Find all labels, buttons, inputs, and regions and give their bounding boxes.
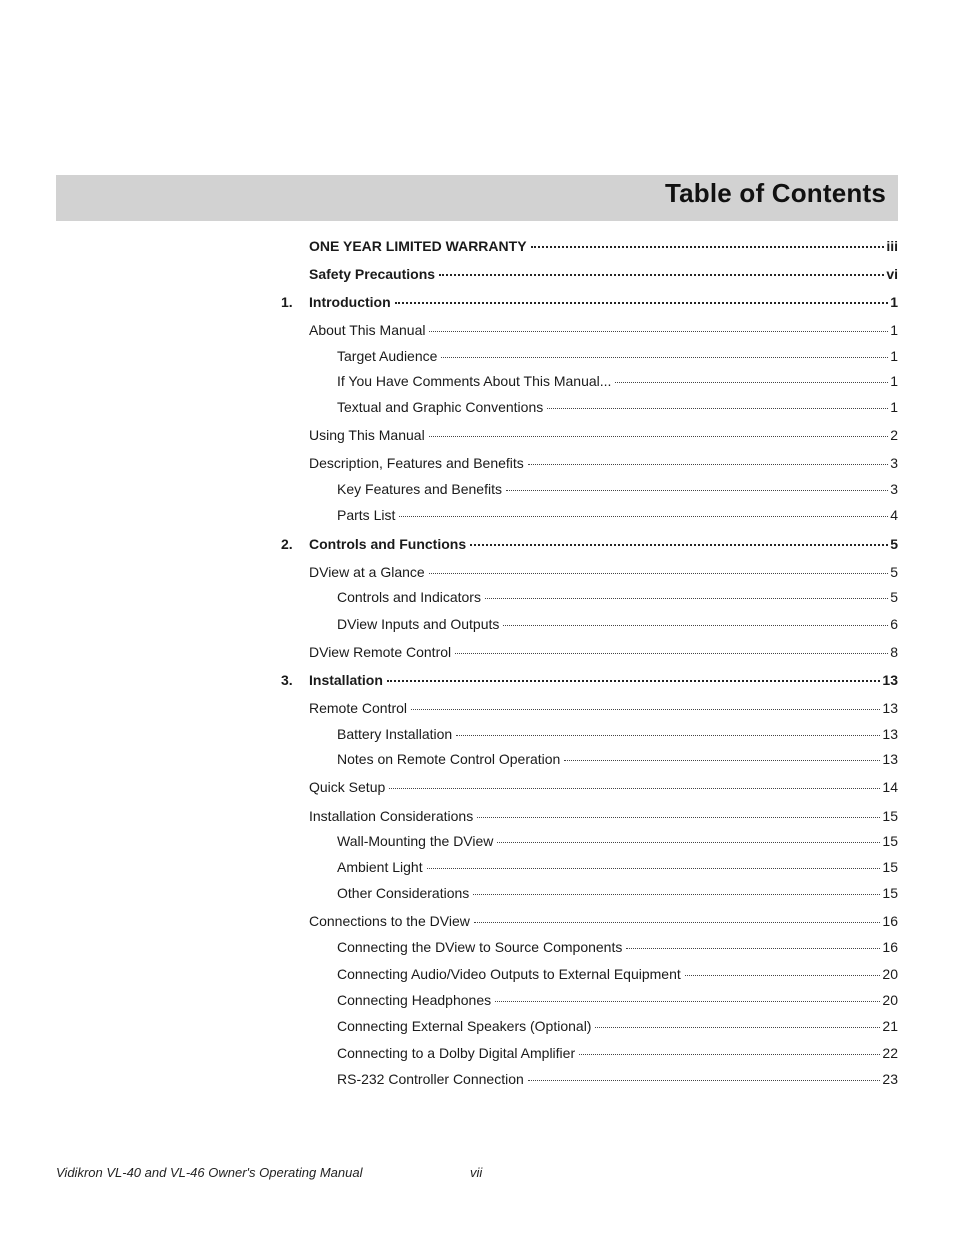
toc-entry-label: Installation Considerations bbox=[309, 808, 474, 824]
toc-entry[interactable] bbox=[337, 507, 898, 527]
dot-leader bbox=[439, 274, 884, 276]
toc-entry[interactable] bbox=[337, 616, 898, 636]
toc-entry-label: If You Have Comments About This Manual... bbox=[337, 373, 612, 389]
toc-entry-page: 4 bbox=[890, 507, 898, 523]
toc-entry-page: 1 bbox=[890, 294, 898, 310]
toc-entry[interactable] bbox=[337, 751, 898, 771]
dot-leader bbox=[470, 544, 888, 546]
dot-leader bbox=[497, 842, 880, 843]
toc-entry-number: 3. bbox=[281, 672, 293, 688]
toc-entry-page: 15 bbox=[882, 859, 898, 875]
toc-entry-page: 16 bbox=[882, 939, 898, 955]
dot-leader bbox=[395, 302, 889, 304]
toc-entry[interactable] bbox=[337, 859, 898, 879]
toc-entry-label: RS-232 Controller Connection bbox=[337, 1071, 524, 1087]
dot-leader bbox=[485, 598, 888, 599]
toc-entry-page: 14 bbox=[882, 779, 898, 795]
toc-entry-page: 5 bbox=[890, 589, 898, 605]
toc-entry-page: 8 bbox=[890, 644, 898, 660]
toc-entry-page: 13 bbox=[882, 672, 898, 688]
toc-entry-label: Connections to the DView bbox=[309, 913, 470, 929]
toc-entry[interactable] bbox=[281, 266, 898, 286]
toc-entry[interactable] bbox=[337, 833, 898, 853]
dot-leader bbox=[626, 948, 880, 949]
dot-leader bbox=[547, 408, 888, 409]
dot-leader bbox=[427, 868, 881, 869]
toc-entry-label: Using This Manual bbox=[309, 427, 425, 443]
dot-leader bbox=[528, 464, 888, 465]
toc-entry[interactable] bbox=[337, 966, 898, 986]
toc-entry[interactable] bbox=[281, 536, 898, 556]
toc-entry-page: 22 bbox=[882, 1045, 898, 1061]
toc-entry-page: 2 bbox=[890, 427, 898, 443]
dot-leader bbox=[429, 331, 888, 332]
toc-entry[interactable] bbox=[309, 427, 898, 447]
toc-entry-page: 15 bbox=[882, 833, 898, 849]
toc-entry-label: Connecting the DView to Source Components bbox=[337, 939, 623, 955]
dot-leader bbox=[441, 357, 888, 358]
toc-entry[interactable] bbox=[337, 939, 898, 959]
toc-entry[interactable] bbox=[309, 913, 898, 933]
toc-entry[interactable] bbox=[337, 992, 898, 1012]
dot-leader bbox=[429, 573, 889, 574]
dot-leader bbox=[389, 788, 880, 789]
dot-leader bbox=[473, 894, 880, 895]
toc-entry-label: Textual and Graphic Conventions bbox=[337, 399, 544, 415]
toc-entry-label: ONE YEAR LIMITED WARRANTY bbox=[309, 238, 527, 254]
toc-entry-label: Parts List bbox=[337, 507, 396, 523]
toc-entry-label: Other Considerations bbox=[337, 885, 470, 901]
toc-entry[interactable] bbox=[337, 348, 898, 368]
page-title: Table of Contents bbox=[664, 178, 886, 208]
dot-leader bbox=[564, 760, 880, 761]
toc-entry[interactable] bbox=[281, 672, 898, 692]
toc-entry-page: 20 bbox=[882, 992, 898, 1008]
dot-leader bbox=[495, 1001, 880, 1002]
dot-leader bbox=[456, 735, 880, 736]
toc-entry[interactable] bbox=[337, 1018, 898, 1038]
toc-entry[interactable] bbox=[309, 779, 898, 799]
toc-entry-label: Controls and Functions bbox=[309, 536, 467, 552]
toc-entry-page: vi bbox=[886, 266, 898, 282]
toc-entry-label: Controls and Indicators bbox=[337, 589, 481, 605]
dot-leader bbox=[429, 436, 889, 437]
toc-entry[interactable] bbox=[309, 322, 898, 342]
toc-entry-page: 15 bbox=[882, 808, 898, 824]
toc-entry-label: Connecting Headphones bbox=[337, 992, 492, 1008]
toc-entry-label: Introduction bbox=[309, 294, 391, 310]
toc-entry[interactable] bbox=[337, 373, 898, 393]
toc-entry-page: 13 bbox=[882, 726, 898, 742]
toc-entry[interactable] bbox=[337, 589, 898, 609]
dot-leader bbox=[685, 975, 881, 976]
toc-entry-page: iii bbox=[886, 238, 898, 254]
toc-entry[interactable] bbox=[337, 726, 898, 746]
dot-leader bbox=[474, 922, 881, 923]
dot-leader bbox=[579, 1054, 880, 1055]
dot-leader bbox=[399, 516, 888, 517]
dot-leader bbox=[595, 1027, 880, 1028]
toc-entry-page: 21 bbox=[882, 1018, 898, 1034]
toc-entry[interactable] bbox=[337, 481, 898, 501]
dot-leader bbox=[506, 490, 888, 491]
toc-entry-label: DView at a Glance bbox=[309, 564, 425, 580]
toc-entry[interactable] bbox=[337, 1045, 898, 1065]
toc-entry-page: 1 bbox=[890, 373, 898, 389]
toc-entry-label: Key Features and Benefits bbox=[337, 481, 502, 497]
toc-entry-label: Safety Precautions bbox=[309, 266, 436, 282]
toc-entry-page: 13 bbox=[882, 751, 898, 767]
dot-leader bbox=[528, 1080, 881, 1081]
toc-entry-page: 20 bbox=[882, 966, 898, 982]
toc-entry-label: Description, Features and Benefits bbox=[309, 455, 524, 471]
toc-entry[interactable] bbox=[337, 885, 898, 905]
toc-entry-label: Connecting External Speakers (Optional) bbox=[337, 1018, 592, 1034]
toc-entry-page: 15 bbox=[882, 885, 898, 901]
footer-manual-title: Vidikron VL-40 and VL-46 Owner's Operating Manual bbox=[56, 1165, 363, 1180]
toc-entry-label: Target Audience bbox=[337, 348, 438, 364]
toc-entry[interactable] bbox=[337, 1071, 898, 1091]
toc-entry-label: DView Remote Control bbox=[309, 644, 452, 660]
toc-entry[interactable] bbox=[309, 808, 898, 828]
toc-entry-page: 23 bbox=[882, 1071, 898, 1087]
toc-entry-page: 5 bbox=[890, 536, 898, 552]
dot-leader bbox=[455, 653, 888, 654]
dot-leader bbox=[477, 817, 880, 818]
dot-leader bbox=[503, 625, 888, 626]
toc-entry-page: 6 bbox=[890, 616, 898, 632]
toc-entry-label: Battery Installation bbox=[337, 726, 453, 742]
toc-entry-label: DView Inputs and Outputs bbox=[337, 616, 500, 632]
toc-entry-page: 1 bbox=[890, 348, 898, 364]
dot-leader bbox=[411, 709, 880, 710]
toc-entry-page: 1 bbox=[890, 322, 898, 338]
toc-entry-label: Remote Control bbox=[309, 700, 408, 716]
toc-entry-number: 1. bbox=[281, 294, 293, 310]
toc-entry-label: Ambient Light bbox=[337, 859, 423, 875]
toc-entry-label: About This Manual bbox=[309, 322, 426, 338]
footer-page-number: vii bbox=[470, 1165, 483, 1180]
toc-entry-page: 1 bbox=[890, 399, 898, 415]
toc-entry-number: 2. bbox=[281, 536, 293, 552]
toc-entry[interactable] bbox=[309, 564, 898, 584]
toc-entry-label: Connecting Audio/Video Outputs to External Equipment bbox=[337, 966, 681, 982]
toc-entry-label: Notes on Remote Control Operation bbox=[337, 751, 561, 767]
toc-entry-page: 3 bbox=[890, 481, 898, 497]
toc-entry[interactable] bbox=[309, 455, 898, 475]
toc-entry[interactable] bbox=[309, 700, 898, 720]
dot-leader bbox=[387, 680, 881, 682]
dot-leader bbox=[615, 382, 888, 383]
toc-entry-page: 5 bbox=[890, 564, 898, 580]
toc-entry-page: 3 bbox=[890, 455, 898, 471]
toc-entry[interactable] bbox=[309, 644, 898, 664]
toc-entry-page: 13 bbox=[882, 700, 898, 716]
dot-leader bbox=[531, 246, 885, 248]
toc-entry-label: Quick Setup bbox=[309, 779, 386, 795]
toc-entry[interactable] bbox=[281, 238, 898, 258]
toc-entry[interactable] bbox=[281, 294, 898, 314]
toc-entry[interactable] bbox=[337, 399, 898, 419]
toc-entry-label: Connecting to a Dolby Digital Amplifier bbox=[337, 1045, 576, 1061]
toc-entry-page: 16 bbox=[882, 913, 898, 929]
toc-entry-label: Installation bbox=[309, 672, 383, 688]
toc-entry-label: Wall-Mounting the DView bbox=[337, 833, 494, 849]
